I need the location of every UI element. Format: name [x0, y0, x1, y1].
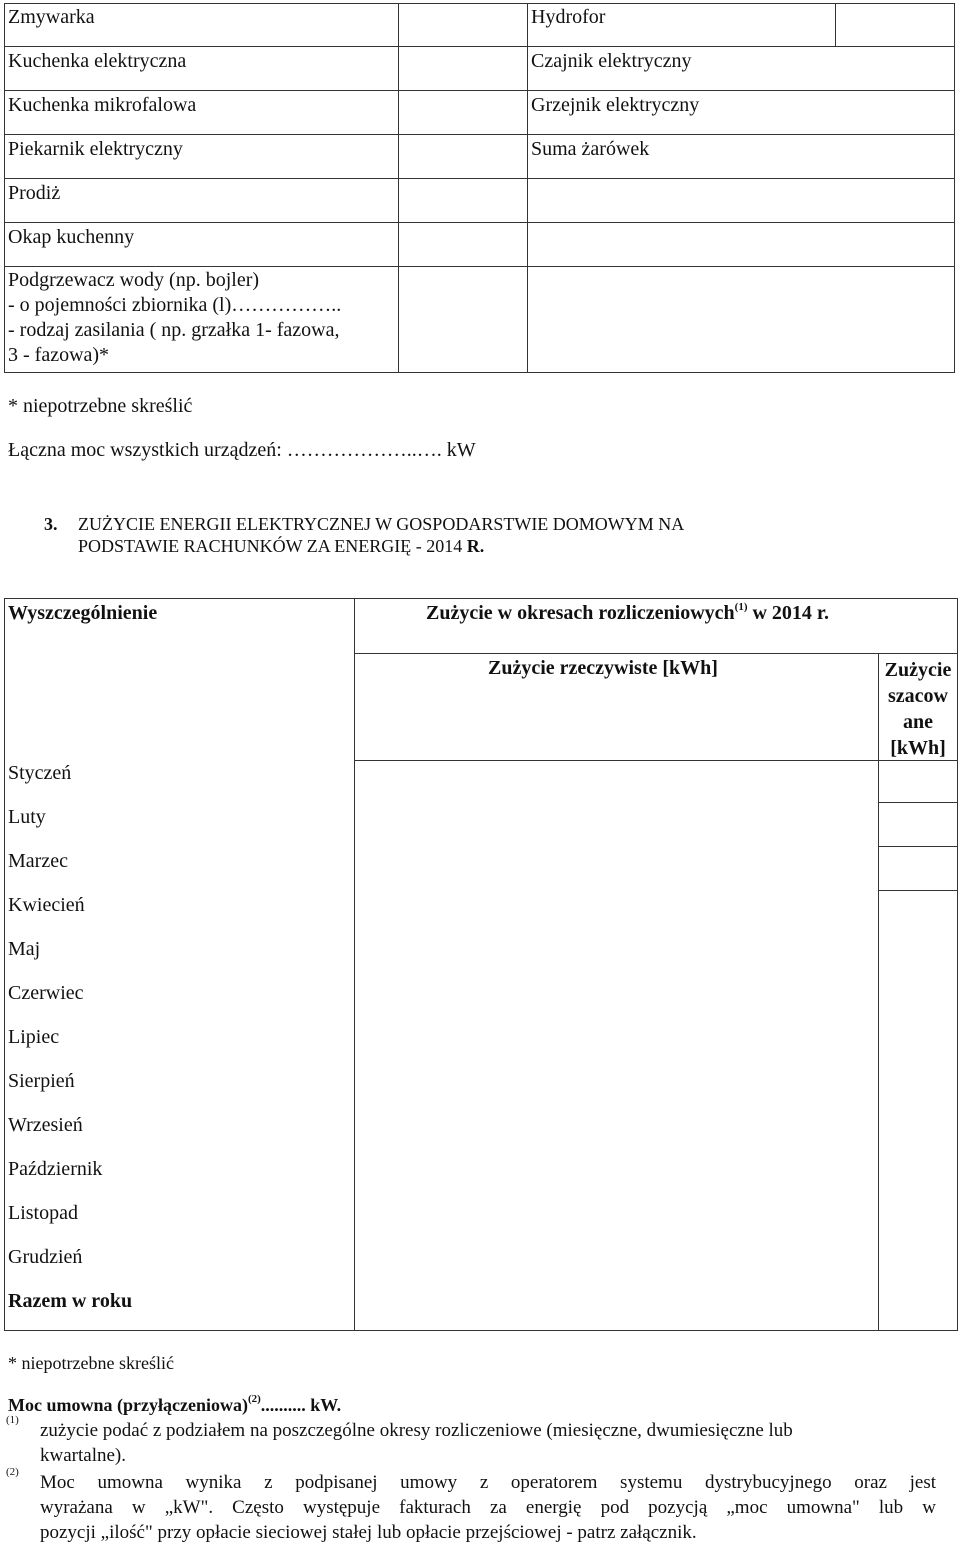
contract-power-blank: .......... kW. — [260, 1395, 342, 1415]
appliance-right-2: Grzejnik elektryczny — [531, 94, 700, 116]
total-row-label: Razem w roku — [8, 1290, 133, 1312]
month-row: Luty — [8, 806, 46, 828]
month-row: Kwiecień — [8, 894, 85, 916]
appliance-right-0: Hydrofor — [531, 6, 606, 28]
footnote-2-line1: Moc umowna wynika z podpisanej umowy z operatorem systemu dystrybucyjnego oraz jest — [40, 1472, 936, 1493]
footnote-2-line3: pozycji „ilość" przy opłacie sieciowej stałej lub opłacie przejściowej - patrz załącznik. — [40, 1522, 697, 1543]
col-est-line-3: [kWh] — [890, 737, 946, 759]
month-row: Listopad — [8, 1202, 78, 1224]
col-est-line-1: szacow — [888, 685, 948, 707]
appliance-left-5: Okap kuchenny — [8, 226, 135, 248]
section-title-line1: ZUŻYCIE ENERGII ELEKTRYCZNEJ W GOSPODARSTWIE DOMOWYM NA — [78, 514, 685, 534]
boiler-line-1: - o pojemności zbiornika (l)…………….. — [8, 294, 342, 316]
header-consumption-year: w 2014 r. — [752, 602, 829, 624]
month-row: Maj — [8, 938, 41, 960]
contract-power-line — [8, 1395, 341, 1416]
note-strike-1: * niepotrzebne skreślić — [8, 395, 193, 417]
footnote-2-line2: wyrażana w „kW". Często występuje fakturach za energię pod pozycją „moc umowna" lub w — [40, 1497, 936, 1518]
col-real-consumption: Zużycie rzeczywiste [kWh] — [488, 657, 718, 679]
total-power-line: Łączna moc wszystkich urządzeń: ………………..…. kW — [8, 439, 476, 461]
boiler-line-2: - rodzaj zasilania ( np. grzałka 1- fazowa, — [8, 319, 340, 341]
col-est-line-0: Zużycie — [884, 659, 952, 681]
month-row: Wrzesień — [8, 1114, 83, 1136]
appliance-left-2: Kuchenka mikrofalowa — [8, 94, 197, 116]
note-strike-2: * niepotrzebne skreślić — [8, 1353, 174, 1373]
month-row: Październik — [8, 1158, 103, 1180]
month-row: Sierpień — [8, 1070, 75, 1092]
month-row: Marzec — [8, 850, 68, 872]
col-estimated-consumption — [879, 657, 957, 761]
appliance-left-3: Piekarnik elektryczny — [8, 138, 183, 160]
footnote-ref-1: (1) — [734, 601, 748, 613]
col-est-line-2: ane — [903, 711, 933, 733]
section-number: 3. — [44, 514, 58, 534]
contract-power-label: Moc umowna (przyłączeniowa) — [8, 1395, 248, 1415]
month-row: Styczeń — [8, 762, 72, 784]
footnote-2-mark: (2) — [6, 1466, 19, 1478]
month-row: Czerwiec — [8, 982, 84, 1004]
appliance-right-3: Suma żarówek — [531, 138, 650, 160]
header-wyszczegolnienie: Wyszczególnienie — [8, 602, 158, 624]
section-title-line2-end: R. — [466, 536, 485, 556]
boiler-line-0: Podgrzewacz wody (np. bojler) — [8, 269, 260, 291]
footnote-1-line2: kwartalne). — [40, 1445, 126, 1466]
footnote-ref-2: (2) — [247, 1393, 261, 1405]
header-consumption-periods — [426, 602, 829, 625]
header-consumption-text: Zużycie w okresach rozliczeniowych — [426, 602, 735, 624]
appliance-right-1: Czajnik elektryczny — [531, 50, 692, 72]
appliance-left-0: Zmywarka — [8, 6, 95, 28]
footnote-1-mark: (1) — [6, 1414, 19, 1426]
boiler-line-3: 3 - fazowa)* — [8, 344, 110, 366]
section-title-line2 — [78, 536, 484, 557]
section-title-line2-text: PODSTAWIE RACHUNKÓW ZA ENERGIĘ - 2014 — [78, 536, 463, 556]
month-row: Grudzień — [8, 1246, 83, 1268]
appliance-left-1: Kuchenka elektryczna — [8, 50, 187, 72]
footnote-1-line1: zużycie podać z podziałem na poszczególne okresy rozliczeniowe (miesięczne, dwumiesięczne lub — [40, 1420, 793, 1441]
appliance-left-4: Prodiż — [8, 182, 61, 204]
month-row: Lipiec — [8, 1026, 60, 1048]
